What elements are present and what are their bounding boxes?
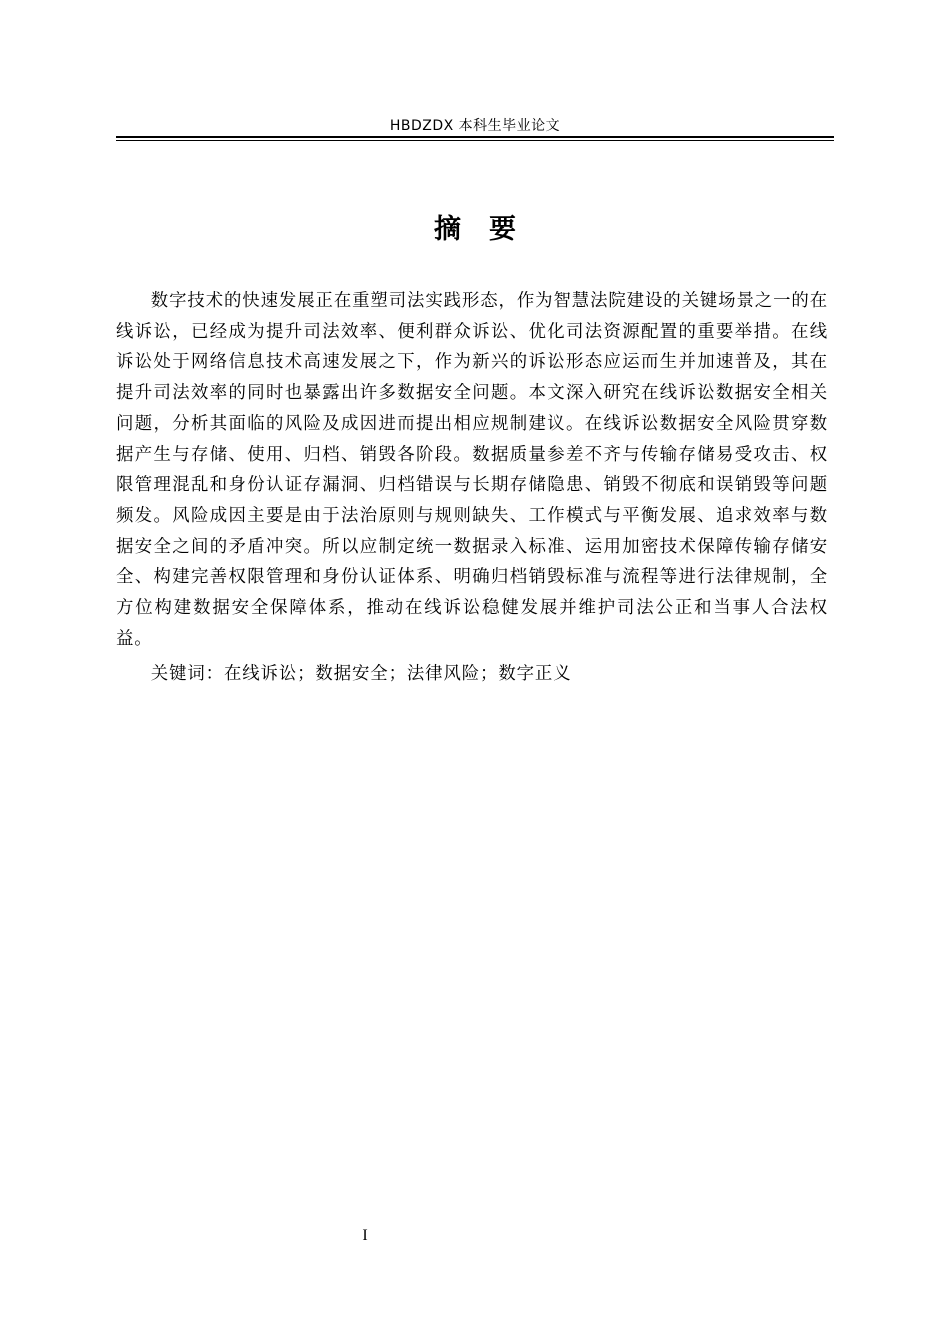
- header-rule-thin: [116, 140, 834, 141]
- abstract-body: 数字技术的快速发展正在重塑司法实践形态，作为智慧法院建设的关键场景之一的在线诉讼，已经成为提升司法效率、便利群众诉讼、优化司法资源配置的重要举措。在线诉讼处于网络信息技术高速发展之下，作为新兴的诉讼形态应运而生并加速普及，其在提升司法效率的同时也暴露出许多数据安全问题。本文深入研究在线诉讼数据安全相关问题，分析其面临的风险及成因进而提出相应规制建议。在线诉讼数据安全风险贯穿数据产生与存储、使用、归档、销毁各阶段。数据质量参差不齐与传输存储易受攻击、权限管理混乱和身份认证存漏洞、归档错误与长期存储隐患、销毁不彻底和误销毁等问题频发。风险成因主要是由于法治原则与规则缺失、工作模式与平衡发展、追求效率与数据安全之间的矛盾冲突。所以应制定统一数据录入标准、运用加密技术保障传输存储安全、构建完善权限管理和身份认证体系、明确归档销毁标准与流程等进行法律规制，全方位构建数据安全保障体系，推动在线诉讼稳健发展并维护司法公正和当事人合法权益。: [116, 291, 828, 649]
- abstract-title: 摘要: [434, 214, 544, 245]
- running-header: HBDZDX 本科生毕业论文: [389, 118, 561, 134]
- page-number: I: [362, 1227, 368, 1244]
- keywords-line: 关键词：在线诉讼；数据安全；法律风险；数字正义: [150, 664, 572, 684]
- header-rule: [116, 136, 834, 138]
